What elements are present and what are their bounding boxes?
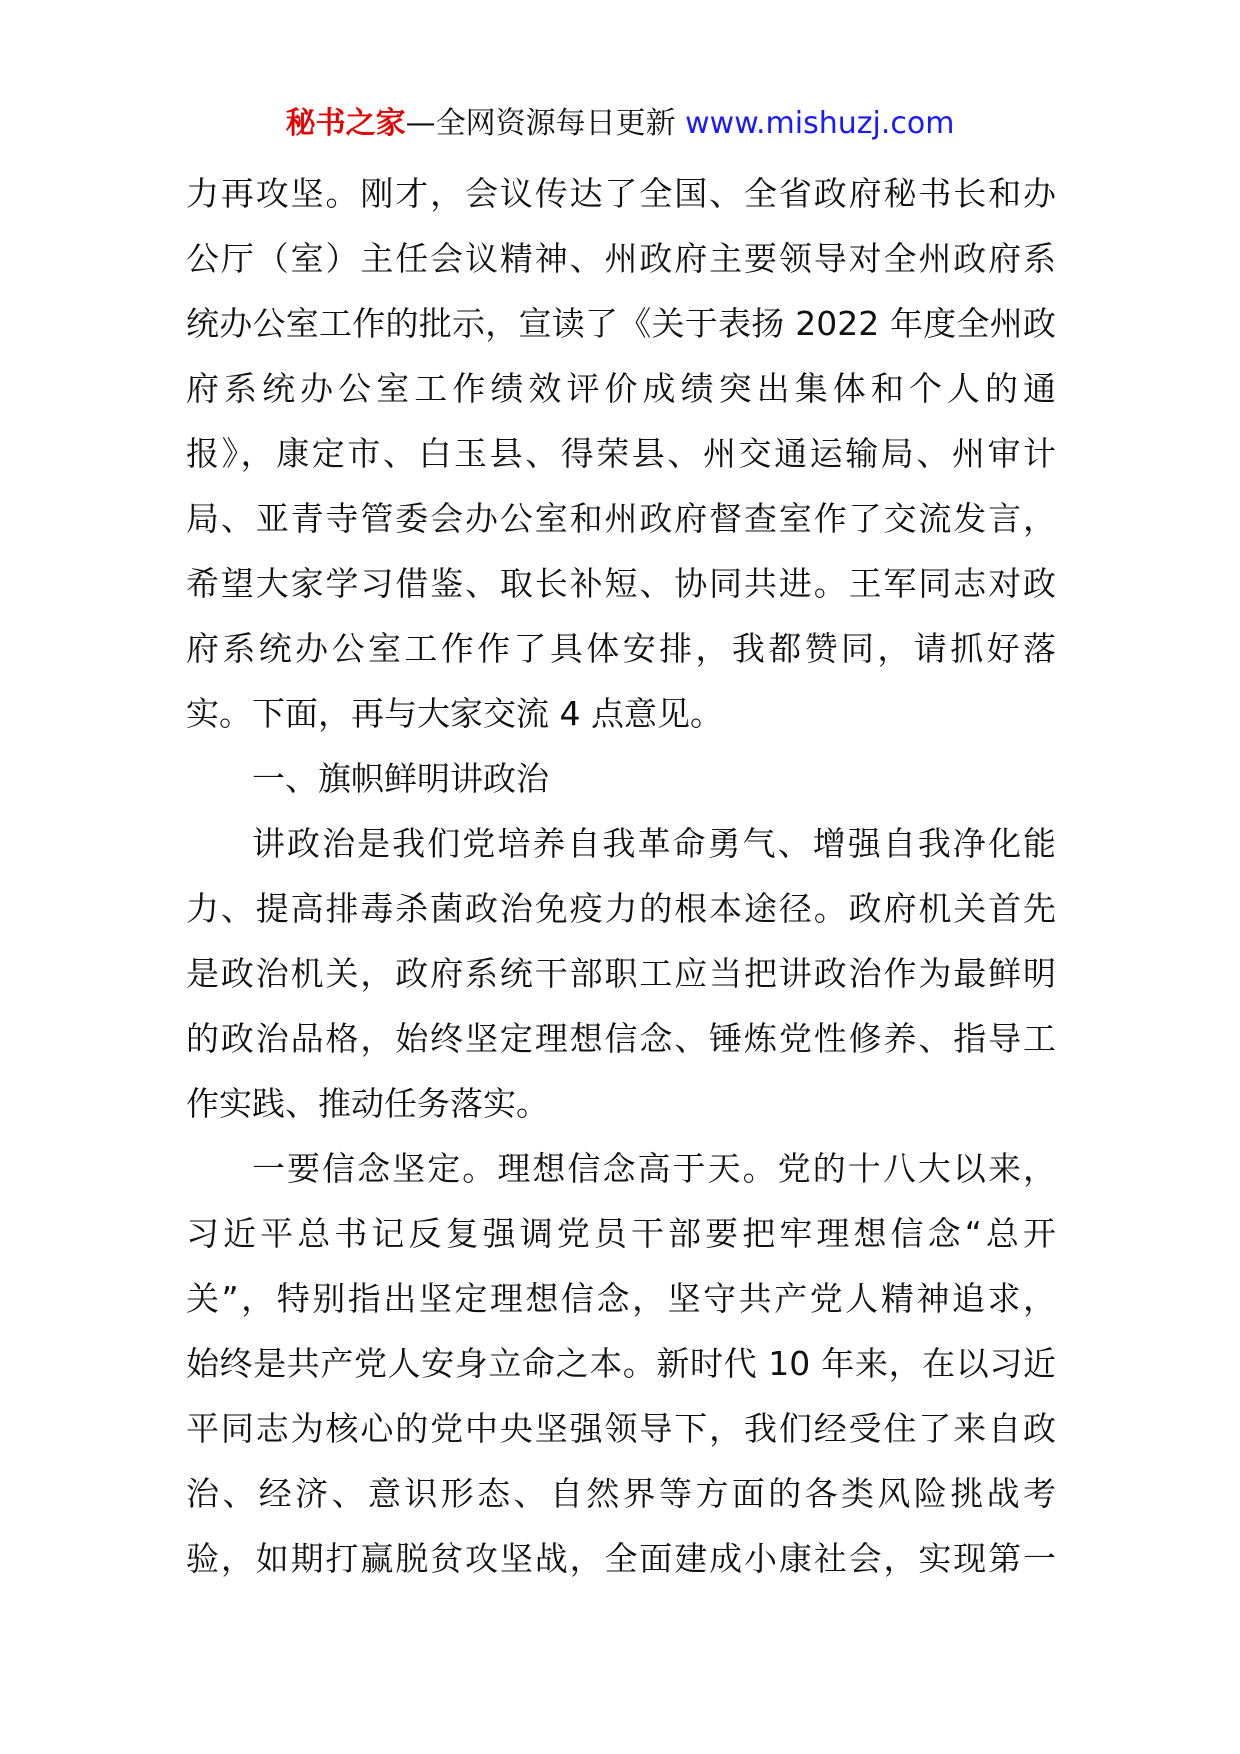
text-line: 力再攻坚。刚才，会议传达了全国、全省政府秘书长和办	[186, 174, 1056, 213]
website-link[interactable]: www.mishuzj.com	[685, 106, 955, 141]
section-heading	[186, 746, 1056, 811]
text-line: 一要信念坚定。理想信念高于天。党的十八大以来，	[252, 1149, 1056, 1188]
document-body	[186, 161, 1056, 1591]
text-line: 讲政治是我们党培养自我革命勇气、增强自我净化能	[252, 824, 1056, 863]
text-line: 作实践、推动任务落实。	[186, 1084, 549, 1123]
text-line: 习近平总书记反复强调党员干部要把牢理想信念“总开	[186, 1214, 1056, 1253]
brand-name: 秘书之家	[285, 106, 406, 141]
text-line: 一、旗帜鲜明讲政治	[252, 759, 549, 798]
paragraph	[186, 811, 1056, 1136]
text-line: 验，如期打赢脱贫攻坚战，全面建成小康社会，实现第一	[186, 1539, 1056, 1578]
text-line: 府系统办公室工作绩效评价成绩突出集体和个人的通	[186, 369, 1056, 408]
page-header	[0, 104, 1240, 144]
paragraph	[186, 1136, 1056, 1591]
text-line: 公厅（室）主任会议精神、州政府主要领导对全州政府系	[186, 239, 1056, 278]
text-line: 治、经济、意识形态、自然界等方面的各类风险挑战考	[186, 1474, 1056, 1513]
text-line: 始终是共产党人安身立命之本。新时代 10 年来，在以习近	[186, 1344, 1056, 1383]
text-line: 希望大家学习借鉴、取长补短、协同共进。王军同志对政	[186, 564, 1056, 603]
text-line: 局、亚青寺管委会办公室和州政府督查室作了交流发言，	[186, 499, 1056, 538]
text-line: 是政治机关，政府系统干部职工应当把讲政治作为最鲜明	[186, 954, 1056, 993]
header-tagline: —全网资源每日更新	[405, 106, 676, 141]
text-line: 实。下面，再与大家交流 4 点意见。	[186, 694, 723, 733]
paragraph	[186, 161, 1056, 746]
text-line: 关”，特别指出坚定理想信念，坚守共产党人精神追求，	[186, 1279, 1056, 1318]
text-line: 平同志为核心的党中央坚强领导下，我们经受住了来自政	[186, 1409, 1056, 1448]
text-line: 力、提高排毒杀菌政治免疫力的根本途径。政府机关首先	[186, 889, 1056, 928]
text-line: 府系统办公室工作作了具体安排，我都赞同，请抓好落	[186, 629, 1056, 668]
text-line: 报》，康定市、白玉县、得荣县、州交通运输局、州审计	[186, 434, 1056, 473]
text-line: 统办公室工作的批示，宣读了《关于表扬 2022 年度全州政	[186, 304, 1056, 343]
text-line: 的政治品格，始终坚定理想信念、锤炼党性修养、指导工	[186, 1019, 1056, 1058]
